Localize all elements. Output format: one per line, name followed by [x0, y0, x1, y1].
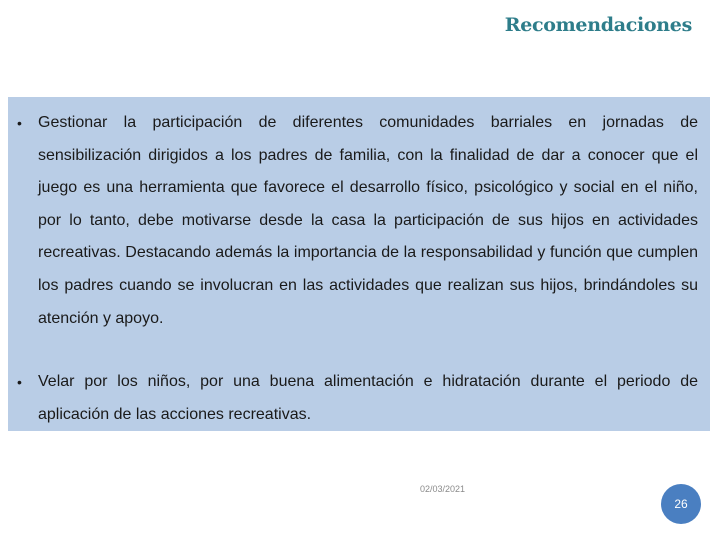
list-item [8, 366, 710, 431]
content-box [8, 97, 710, 431]
bullet-dot-icon: • [17, 374, 22, 390]
slide-title: Recomendaciones [504, 14, 692, 36]
page-number-badge: 26 [661, 484, 701, 524]
list-item [8, 107, 710, 335]
footer-date: 02/03/2021 [420, 484, 466, 494]
bullet-text: Velar por los niños, por una buena alimentación e hidratación durante el periodo de aplicación de las acciones recreativas. [38, 373, 698, 423]
bullet-dot-icon: • [17, 115, 22, 131]
bullet-text: Gestionar la participación de diferentes comunidades barriales en jornadas de sensibilización dirigidos a los padres de familia, con la finalidad de dar a conocer que el juego es una herramienta que favorece el desarrollo físico, psicológico y social en el niño, por lo tanto, debe motivarse desde la casa la participación de sus hijos en actividades recreativas. Destacando además la importancia de la responsabilidad y función que cumplen los padres cuando se involucran en las actividades que realizan sus hijos, brindándoles su atención y apoyo. [38, 114, 698, 327]
